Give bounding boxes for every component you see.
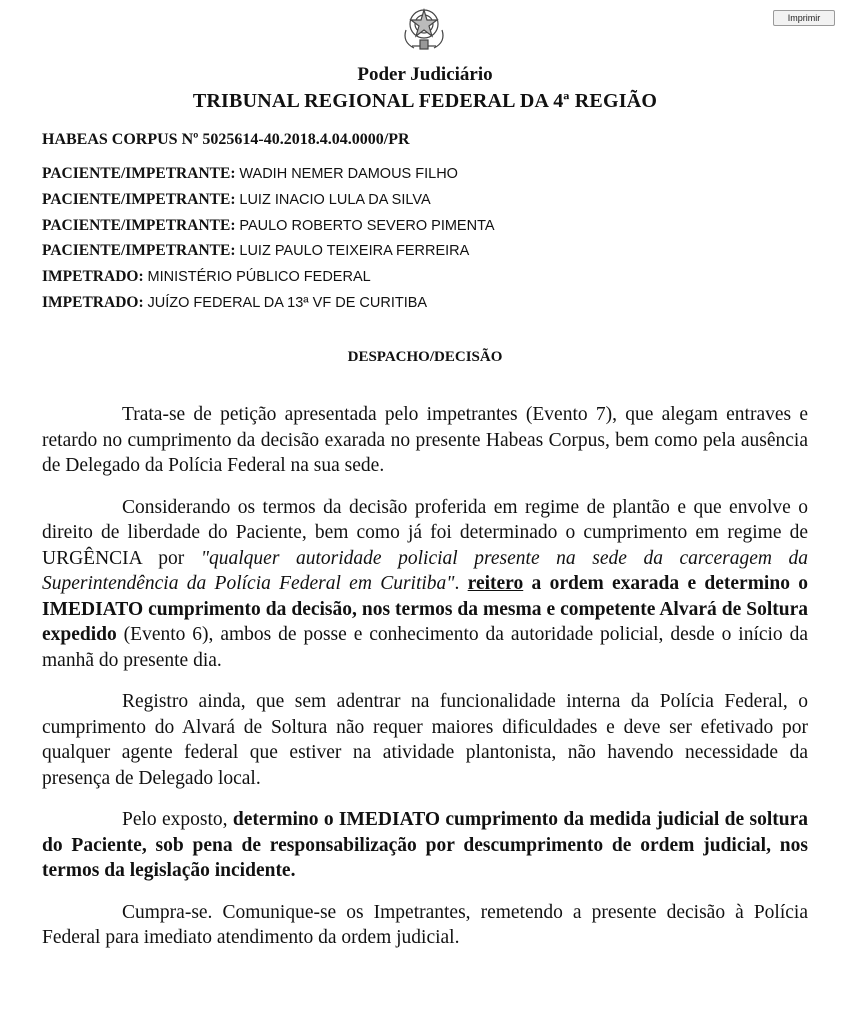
- ruling-text-start: Pelo exposto,: [122, 809, 233, 830]
- party-name: LUIZ PAULO TEIXEIRA FERREIRA: [239, 243, 470, 260]
- print-button[interactable]: Imprimir: [773, 10, 835, 26]
- party-item: PACIENTE/IMPETRANTE: WADIH NEMER DAMOUS FILHO: [42, 165, 458, 182]
- party-item: PACIENTE/IMPETRANTE: LUIZ PAULO TEIXEIRA FERREIRA: [42, 242, 470, 260]
- party-item: IMPETRADO: MINISTÉRIO PÚBLICO FEDERAL: [42, 268, 371, 286]
- decision-title: DESPACHO/DECISÃO: [347, 349, 503, 365]
- order-text-end: (Evento 6), ambos de posse e conhecimento da autoridade policial, desde o início da manhã do presente dia.: [42, 624, 808, 671]
- order-reiterate: reitero: [467, 573, 524, 594]
- party-role: PACIENTE/IMPETRANTE: [42, 165, 231, 182]
- paragraph-closing: Cumpra-se. Comunique-se os Impetrantes, remetendo a presente decisão à Polícia Federal para imediato atendimento da ordem judicial.: [42, 901, 808, 948]
- order-text-start: Considerando os termos da decisão proferida em regime de plantão e que envolve o direito de liberdade do Paciente, bem como já foi determinado o cumprimento em regime de URGÊNCIA por: [42, 496, 808, 569]
- order-bold-text: a ordem exarada e determino o IMEDIATO cumprimento da decisão, nos termos da mesma e competente Alvará de Soltura expedido: [42, 573, 808, 645]
- paragraph-ruling: [42, 807, 808, 884]
- order-text-separator: .: [454, 573, 468, 594]
- paragraph-order: [42, 495, 808, 674]
- party-role: PACIENTE/IMPETRANTE: [42, 216, 231, 234]
- order-quote: "qualquer autoridade policial presente na sede da carceragem da Superintendência da Polícia Federal em Curitiba": [42, 547, 808, 594]
- case-number: HABEAS CORPUS Nº 5025614-40.2018.4.04.0000/PR: [42, 131, 410, 148]
- party-name: WADIH NEMER DAMOUS FILHO: [239, 166, 458, 182]
- decision-body: [42, 402, 808, 967]
- party-role: PACIENTE/IMPETRANTE: [42, 190, 231, 208]
- party-name: JUÍZO FEDERAL DA 13ª VF DE CURITIBA: [147, 294, 428, 311]
- coat-of-arms-icon: [398, 2, 450, 54]
- parties-list: [42, 164, 495, 319]
- paragraph-petition: Trata-se de petição apresentada pelo impetrantes (Evento 7), que alegam entraves e retardo no cumprimento da decisão exarada no presente Habeas Corpus, bem como pela ausência de Delegado da Polícia Federal na sua sede.: [42, 404, 808, 476]
- ruling-bold-text: determino o IMEDIATO cumprimento da medida judicial de soltura do Paciente, sob pena de responsabilização por descumprimento de ordem judicial, nos termos da legislação incidente.: [42, 809, 808, 881]
- party-role: IMPETRADO: [42, 293, 139, 311]
- paragraph-registry: Registro ainda, que sem adentrar na funcionalidade interna da Polícia Federal, o cumprimento do Alvará de Soltura não requer maiores dificuldades e deve ser efetivado por qualquer agente federal que estiver na atividade plantonista, não havendo necessidade da presença de Delegado local.: [42, 691, 808, 789]
- party-role: PACIENTE/IMPETRANTE: [42, 242, 231, 260]
- court-branch: Poder Judiciário: [357, 64, 493, 85]
- party-name: PAULO ROBERTO SEVERO PIMENTA: [239, 217, 495, 234]
- party-name: LUIZ INACIO LULA DA SILVA: [239, 191, 431, 208]
- party-item: PACIENTE/IMPETRANTE: PAULO ROBERTO SEVERO PIMENTA: [42, 216, 495, 234]
- party-name: MINISTÉRIO PÚBLICO FEDERAL: [147, 269, 371, 286]
- party-role: IMPETRADO: [42, 268, 139, 286]
- party-item: IMPETRADO: JUÍZO FEDERAL DA 13ª VF DE CURITIBA: [42, 293, 428, 311]
- court-name: TRIBUNAL REGIONAL FEDERAL DA 4ª REGIÃO: [192, 90, 658, 112]
- party-item: PACIENTE/IMPETRANTE: LUIZ INACIO LULA DA SILVA: [42, 190, 431, 208]
